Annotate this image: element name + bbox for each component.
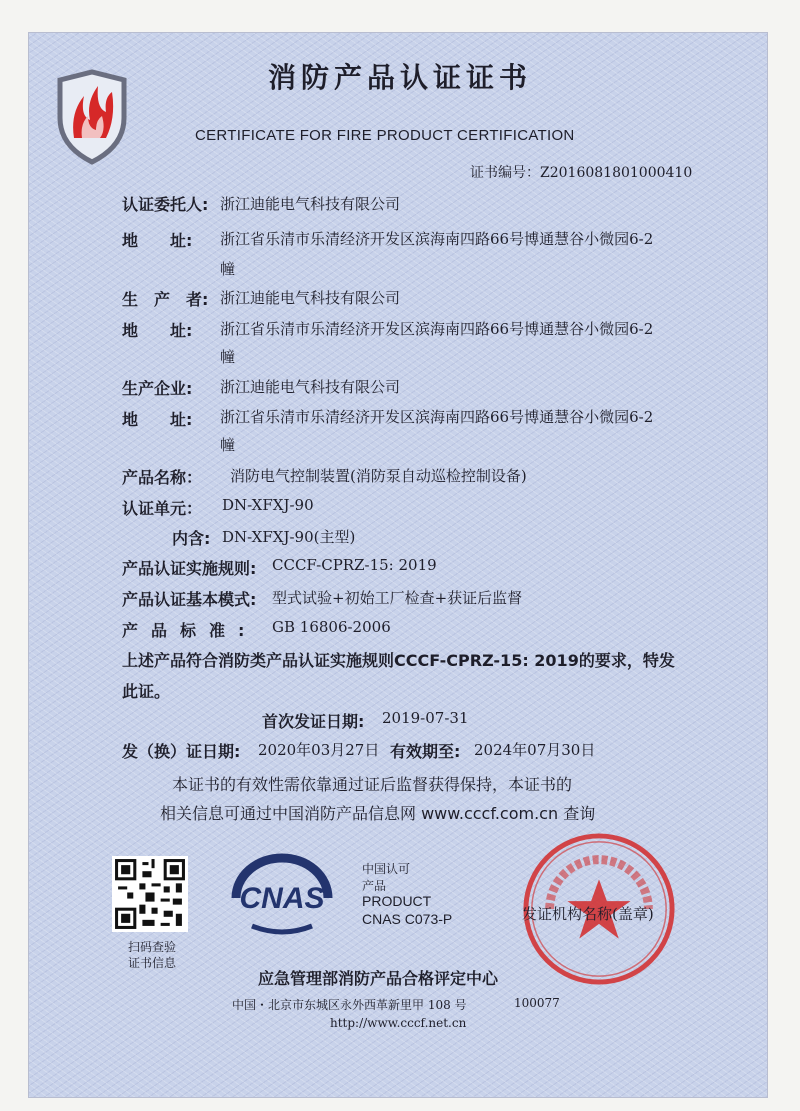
client-value: 浙江迪能电气科技有限公司 — [220, 195, 401, 213]
first-issue-date-label: 首次发证日期: — [262, 712, 365, 731]
notice-line1: 本证书的有效性需依靠通过证后监督获得保持，本证书的 — [172, 775, 573, 794]
issue-date-value: 2020年03月27日 — [258, 741, 380, 759]
cnas-code: CNAS C073-P — [362, 911, 453, 927]
postal-code: 100077 — [514, 996, 560, 1010]
product-name-value: 消防电气控制装置(消防泵自动巡检控制设备) — [230, 467, 527, 485]
producer-address-line2: 幢 — [220, 348, 236, 366]
manufacturer-value: 浙江迪能电气科技有限公司 — [220, 378, 401, 396]
client-label: 认证委托人: — [122, 195, 209, 214]
issuing-authority: 应急管理部消防产品合格评定中心 — [258, 969, 499, 988]
client-address-line1: 浙江省乐清市乐清经济开发区滨海南四路66号博通慧谷小微园6-2 — [220, 230, 654, 248]
includes-value: DN-XFXJ-90(主型) — [222, 528, 356, 546]
standard-label: 产品标准: — [122, 621, 258, 640]
cert-unit-value: DN-XFXJ-90 — [222, 496, 314, 514]
issuer-signature-label: 发证机构名称(盖章) — [522, 905, 654, 923]
cnas-cn-line2: 产品 — [362, 879, 387, 893]
client-address-label: 地 址: — [122, 231, 193, 250]
document-subtitle: CERTIFICATE FOR FIRE PRODUCT CERTIFICATION — [195, 127, 575, 144]
includes-label: 内含: — [172, 529, 211, 548]
cnas-product-label: PRODUCT — [362, 893, 432, 909]
producer-address-label: 地 址: — [122, 321, 193, 340]
notice-line2: 相关信息可通过中国消防产品信息网 www.cccf.com.cn 查询 — [160, 804, 596, 823]
mode-label: 产品认证基本模式: — [122, 590, 257, 609]
qr-caption-line2: 证书信息 — [128, 956, 177, 970]
cnas-logo-text: CNAS — [239, 882, 325, 915]
producer-address-line1: 浙江省乐清市乐清经济开发区滨海南四路66号博通慧谷小微园6-2 — [220, 320, 654, 338]
valid-until-value: 2024年07月30日 — [474, 741, 596, 759]
cert-unit-label: 认证单元： — [122, 499, 203, 518]
first-issue-date-value: 2019-07-31 — [382, 709, 469, 727]
authority-address: 中国・北京市东城区永外西革新里甲 108 号 — [232, 998, 467, 1012]
client-address-line2: 幢 — [220, 260, 236, 278]
manufacturer-address-line1: 浙江省乐清市乐清经济开发区滨海南四路66号博通慧谷小微园6-2 — [220, 408, 654, 426]
standard-value: GB 16806-2006 — [272, 618, 391, 636]
authority-website[interactable]: http://www.cccf.net.cn — [330, 1016, 467, 1030]
document-title: 消防产品认证证书 — [268, 61, 533, 94]
conformity-statement-line1: 上述产品符合消防类产品认证实施规则CCCF-CPRZ-15: 2019的要求，特发 — [122, 651, 675, 670]
valid-until-label: 有效期至: — [390, 742, 461, 761]
manufacturer-label: 生产企业: — [122, 379, 193, 398]
cnas-logo-icon — [222, 852, 342, 936]
certificate-number: 证书编号：Z2016081801000410 — [470, 165, 693, 181]
conformity-statement-line2: 此证。 — [122, 682, 171, 701]
product-name-label: 产品名称： — [122, 468, 203, 487]
fire-emblem-icon — [52, 68, 132, 166]
manufacturer-address-line2: 幢 — [220, 436, 236, 454]
qr-code-icon[interactable] — [112, 856, 188, 932]
producer-label: 生 产 者: — [122, 290, 209, 309]
manufacturer-address-label: 地 址: — [122, 410, 193, 429]
cnas-cn-line1: 中国认可 — [362, 862, 411, 876]
issue-date-label: 发（换）证日期: — [122, 742, 241, 761]
mode-value: 型式试验+初始工厂检查+获证后监督 — [272, 589, 523, 607]
rules-value: CCCF-CPRZ-15: 2019 — [272, 556, 437, 574]
qr-caption-line1: 扫码查验 — [128, 940, 177, 954]
producer-value: 浙江迪能电气科技有限公司 — [220, 289, 401, 307]
rules-label: 产品认证实施规则: — [122, 559, 257, 578]
